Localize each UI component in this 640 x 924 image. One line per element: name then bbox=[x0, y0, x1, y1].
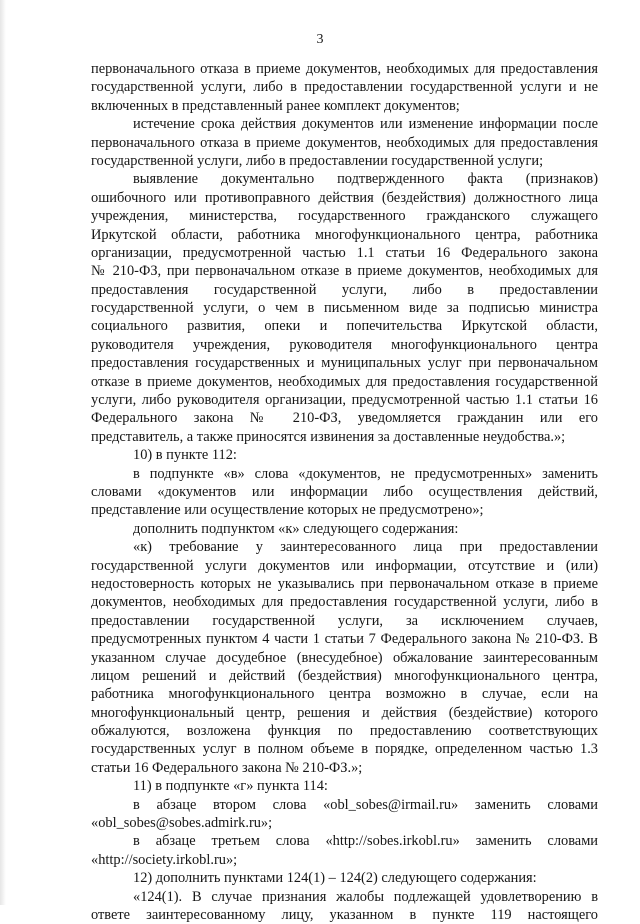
text-line: государственной услуги, либо в предоставлении государственной услуги; bbox=[91, 152, 544, 169]
text-line: в подпункте «в» слова «документов, не предусмотренных» заменить bbox=[133, 465, 598, 482]
text-line: истечение срока действия документов или изменение информации после bbox=[133, 116, 598, 133]
text-line: Федерального закона № 210-ФЗ, уведомляется гражданин или его bbox=[91, 410, 598, 427]
text-line: включенных в представленный ранее комплект документов; bbox=[91, 97, 460, 114]
text-line: 12) дополнить пунктами 124(1) – 124(2) следующего содержания: bbox=[133, 870, 537, 887]
text-line: предоставлении государственной услуги, за исключением случаев, bbox=[91, 612, 598, 629]
text-line: указанном случае досудебное (внесудебное) обжалование заинтересованным bbox=[91, 649, 598, 666]
text-line: работника многофункционального центра возможно в случае, если на bbox=[91, 686, 598, 703]
text-line: первоначального отказа в приеме документов, необходимых для предоставления bbox=[91, 134, 598, 151]
text-line: предоставления государственной услуги, либо в предоставлении bbox=[91, 281, 598, 298]
text-line: в абзаце третьем слова «http://sobes.irkobl.ru» заменить словами bbox=[133, 833, 598, 850]
text-line: «obl_sobes@sobes.admirk.ru»; bbox=[91, 815, 273, 832]
text-line: обжалуются, возложена функция по предоставлению соответствующих bbox=[91, 723, 598, 740]
text-line: 10) в пункте 112: bbox=[133, 447, 237, 464]
text-line: «124(1). В случае признания жалобы подлежащей удовлетворению в bbox=[133, 888, 598, 905]
text-line: многофункциональный центр, решения и действия (бездействие) которого bbox=[91, 704, 598, 721]
text-line: ошибочного или противоправного действия (бездействия) должностного лица bbox=[91, 189, 598, 206]
text-line: представление или осуществление которых не предусмотрено»; bbox=[91, 502, 484, 519]
text-line: государственной услуги, о чем в письменном виде за подписью министра bbox=[91, 300, 598, 317]
text-line: ответе заинтересованному лицу, указанном в пункте 119 настоящего bbox=[91, 906, 598, 923]
text-line: статьи 16 Федерального закона № 210-ФЗ.»; bbox=[91, 759, 363, 776]
text-line: в абзаце втором слова «obl_sobes@irmail.ru» заменить словами bbox=[133, 796, 598, 813]
text-line: дополнить подпунктом «к» следующего содержания: bbox=[133, 520, 459, 537]
text-line: организации, предусмотренной частью 1.1 статьи 16 Федерального закона bbox=[91, 244, 598, 261]
text-line: лицом решений и действий (бездействия) многофункционального центра, bbox=[91, 667, 598, 684]
text-line: «http://society.irkobl.ru»; bbox=[91, 851, 238, 868]
text-line: выявление документально подтвержденного факта (признаков) bbox=[133, 171, 598, 188]
scan-edge-shadow bbox=[0, 0, 6, 905]
page-number: 3 bbox=[316, 32, 324, 47]
text-line: № 210-ФЗ, при первоначальном отказе в приеме документов, необходимых для bbox=[91, 263, 598, 280]
text-line: документов, необходимых для предоставления государственной услуги, либо в bbox=[91, 594, 598, 611]
text-line: предоставления государственных и муниципальных услуг при первоначальном bbox=[91, 355, 598, 372]
text-line: отказе в приеме документов, необходимых для предоставления государственной bbox=[91, 373, 598, 390]
text-line: Иркутской области, работника многофункционального центра, работника bbox=[91, 226, 598, 243]
text-line: представитель, а также приносятся извинения за доставленные неудобства.»; bbox=[91, 428, 566, 445]
text-line: словами «документов или информации либо осуществления действий, bbox=[91, 483, 598, 500]
document-body bbox=[91, 60, 598, 924]
text-line: первоначального отказа в приеме документов, необходимых для предоставления bbox=[91, 61, 598, 77]
text-line: предусмотренных пунктом 4 части 1 статьи 7 Федерального закона № 210-ФЗ. В bbox=[91, 631, 598, 648]
text-line: социального развития, опеки и попечительства Иркутской области, bbox=[91, 318, 598, 335]
text-line: государственной услуги документов или информации, отсутствие и (или) bbox=[91, 557, 598, 574]
text-line: руководителя учреждения, руководителя многофункционального центра bbox=[91, 336, 598, 353]
text-line: учреждения, министерства, государственного гражданского служащего bbox=[91, 208, 598, 225]
text-line: государственных услуг в полном объеме в порядке, определенном частью 1.3 bbox=[91, 741, 598, 758]
text-line: услуги, либо руководителя организации, предусмотренной частью 1.1 статьи 16 bbox=[91, 392, 598, 409]
text-line: государственной услуги, либо в предоставлении государственной услуги и не bbox=[91, 79, 598, 96]
text-line: «к) требование у заинтересованного лица при предоставлении bbox=[133, 539, 598, 556]
text-line: 11) в подпункте «г» пункта 114: bbox=[133, 778, 328, 795]
text-line: недостоверность которых не указывались при первоначальном отказе в приеме bbox=[91, 575, 598, 592]
